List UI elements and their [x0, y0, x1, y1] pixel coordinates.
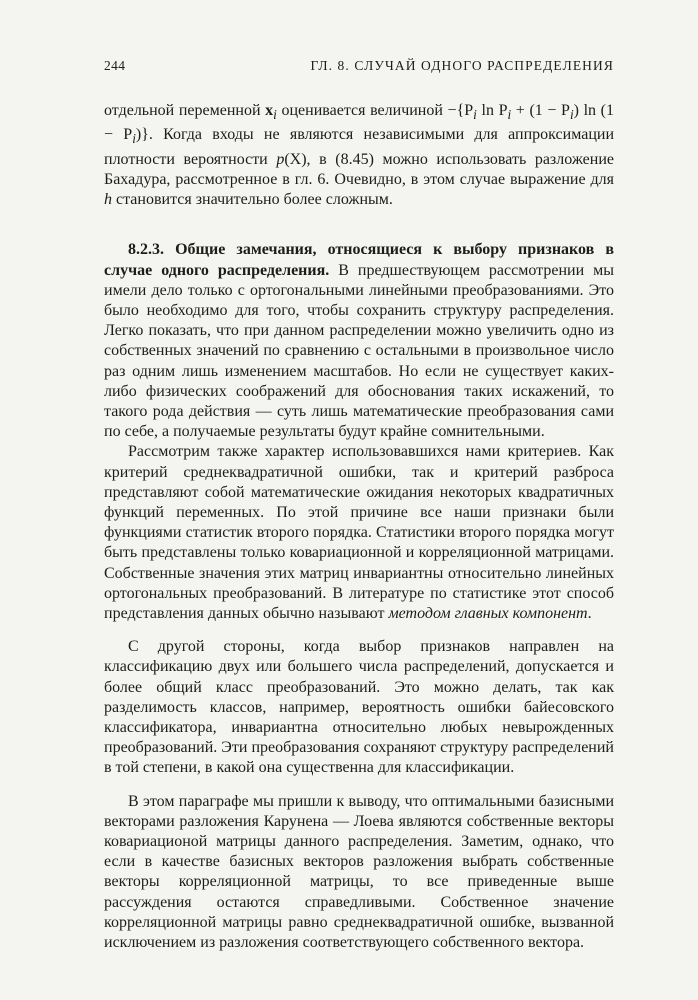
paragraph-criteria [104, 442, 614, 624]
variable-x: x [265, 102, 274, 119]
text-run: (X), в (8.45) можно использовать разложение Бахадура, рассмотренное в гл. 6. Очевидно, в этом случае выражение для [104, 150, 614, 188]
subscript: i [132, 131, 136, 147]
text-run: оценивается величиной −{P [276, 102, 474, 119]
paragraph-conclusion: В этом параграфе мы пришли к выводу, что оптимальными базисными векторами разложения Карунена — Лоева являются собственные векторы ковариационой матрицы данного распределения. Заметим, однако, что если в качестве базисных векторов разложения выбрать собственные векторы корреляционной матрицы, то все приведенные выше рассуждения остаются справедливыми. Собственное значение корреляционной матрицы равно среднеквадратичной ошибке, вызванной исключением из разложения соответствующего собственного вектора. [104, 792, 614, 952]
text-run: ) ln (1 − P [104, 102, 615, 144]
section-paragraph [104, 240, 614, 442]
text-run: становится значительно более сложным. [112, 191, 393, 209]
section-text: В предшествующем рассмотрении мы имели дело только с ортогональными линейными преобразованиями. Это было необходимо для того, чтобы сохранить структуру распределения. Легко показать, что при данном распределении можно увеличить одно из собственных значений по сравнению с остальными в произвольное число раз одним лишь изменением масштабов. Но если не существует каких-либо физических соображений для обоснования таких искажений, то такого рода действия — суть лишь математические преобразования сами по себе, а получаемые результаты будут крайне сомнительными. [104, 261, 614, 441]
subscript: i [569, 107, 574, 123]
subscript-i: i [273, 107, 277, 123]
text-run: + (1 − P [511, 102, 570, 119]
paragraph-classification: С другой стороны, когда выбор признаков направлен на классификацию двух или большего числа распределений, допускается и более общий класс преобразований. Это можно делать, так как разделимость классов, например, вероятность ошибки байесовского классификатора, инвариантна относительно любых невырожденных преобразований. Эти преобразования сохраняют структуру распределений в той степени, в какой она существенна для классификации. [104, 638, 614, 777]
variable-h: h [104, 191, 112, 209]
subscript: i [507, 107, 512, 123]
page-number: 244 [104, 58, 126, 73]
page-header [104, 58, 614, 78]
running-title: ГЛ. 8. СЛУЧАЙ ОДНОГО РАСПРЕДЕЛЕНИЯ [310, 58, 614, 73]
text-run: )}. Когда входы не являются независимыми для аппроксимации плотности вероятности [104, 126, 615, 168]
subscript: i [473, 107, 477, 123]
text-run: Рассмотрим также характер использовавшихся нами критериев. Как критерий среднеквадратичной ошибки, так и критерий разброса представляют собой математические ожидания некоторых квадратичных функций переменных. По этой причине все наши признаки были функциями статистик второго порядка. Статистики второго порядка могут быть представлены только ковариационной и корреляционной матрицами. Собственные значения этих матриц инвариантны относительно линейных ортогональных преобразований. В литературе по статистике этот способ представления данных обычно называют [104, 443, 614, 623]
text-run: ln P [476, 102, 508, 119]
function-p: p [276, 150, 285, 168]
paragraph-continuation [104, 101, 614, 210]
text-run: . [587, 605, 592, 623]
section-heading: 8.2.3. Общие замечания, относящиеся к выбору признаков в случае одного распределения. [104, 241, 614, 279]
term-principal-components: методом главных компонент [388, 605, 588, 623]
text-run: отдельной переменной [104, 102, 266, 119]
page-body [104, 101, 614, 953]
